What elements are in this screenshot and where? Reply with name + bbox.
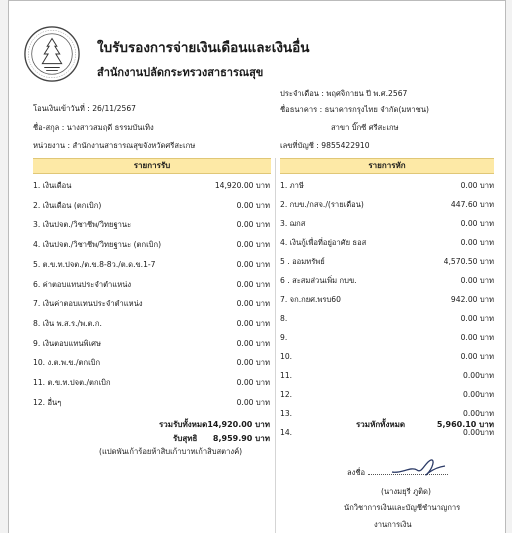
deduction-total: 5,960.10 บาท [436,420,494,429]
net-pay-words: (แปดพันเก้าร้อยห้าสิบเก้าบาทเก้าสิบสตางค์) [99,447,243,456]
signer-position: นักวิชาการเงินและบัญชีชำนาญการ [344,503,461,512]
income-item-label: 3. เงินปจต./วิชาชีพ/วิทยฐานะ [33,220,132,230]
income-header: รายการรับ [33,158,271,174]
deduction-item-amount: 0.00 บาท [460,333,494,342]
deduction-item-label: 10. [280,352,293,361]
income-item-amount: 0.00 บาท [236,279,270,289]
deduction-row [280,313,494,325]
income-row [33,298,270,310]
deduction-item-amount: 0.00 บาท [460,219,494,228]
deduction-row [280,294,494,306]
sign-label: ลงชื่อ [347,468,366,477]
agency: หน่วยงาน : สำนักงานสาธารณสุขจังหวัดศรีสะเกษ [33,141,196,150]
deduction-item-amount: 0.00บาท [463,428,494,437]
account-number: เลขที่บัญชี : 9855422910 [280,141,370,150]
income-item-label: 6. ค่าตอบแทนประจำตำแหน่ง [33,279,132,289]
signer-name: (นางมยุรี ภูติด) [381,487,431,496]
handwritten-signature [389,456,449,480]
deduction-item-label: 3. ฌกส [280,219,306,228]
deduction-item-label: 14. [280,428,293,437]
income-total-label: รวมรับทั้งหมด [159,420,208,429]
deduction-item-label: 12. [280,390,293,399]
net-pay-label: รับสุทธิ [173,434,198,443]
deduction-row [280,275,494,287]
income-row [33,357,270,369]
deduction-item-label: 1. ภาษี [280,181,304,190]
income-item-label: 1. เงินเดือน [33,181,72,190]
income-item-amount: 0.00 บาท [236,200,270,210]
office-name: สำนักงานปลัดกระทรวงสาธารณสุข [97,66,264,79]
signer-unit: งานการเงิน [374,520,412,529]
deduction-item-label: 13. [280,409,293,418]
deduction-total-label: รวมหักทั้งหมด [356,420,406,429]
income-item-amount: 0.00 บาท [236,299,270,309]
income-item-amount: 0.00 บาท [236,378,270,387]
income-item-label: 8. เงิน พ.ส.ร./พ.ต.ก. [33,318,102,328]
deduction-row [280,370,494,382]
deduction-item-amount: 0.00 บาท [460,276,494,285]
income-row [33,377,270,389]
deduction-item-label: 11. [280,371,293,380]
income-item-label: 12. อื่นๆ [33,397,62,407]
income-row [33,239,270,251]
deduction-item-amount: 0.00 บาท [460,352,494,361]
income-item-label: 10. ง.ต.พ.ข./ตกเบิก [33,358,101,368]
deduction-item-amount: 0.00บาท [463,371,494,380]
income-row [33,180,270,192]
document-page [8,0,506,533]
deduction-row [280,332,494,344]
income-row [33,397,270,409]
deduction-item-amount: 0.00 บาท [460,181,494,190]
ministry-seal-logo [23,25,81,83]
bank-branch: สาขา บิ๊กซี ศรีสะเกษ [331,123,399,132]
deduction-item-label: 4. เงินกู้เพื่อที่อยู่อาศัย ธอส [280,238,367,247]
column-divider [275,158,276,533]
income-item-amount: 0.00 บาท [236,240,270,250]
income-item-label: 2. เงินเดือน (ตกเบิก) [33,200,102,210]
income-item-amount: 0.00 บาท [236,358,270,368]
deduction-item-amount: 0.00 บาท [460,314,494,323]
deduction-row [280,218,494,230]
net-pay: 8,959.90 บาท [212,434,270,443]
income-item-amount: 0.00 บาท [236,338,270,348]
bank-name: ชื่อธนาคาร : ธนาคารกรุงไทย จำกัด(มหาชน) [280,105,429,114]
deduction-row [280,389,494,401]
income-item-label: 4. เงินปจต./วิชาชีพ/วิทยฐานะ (ตกเบิก) [33,240,162,250]
income-item-label: 11. ต.ข.ท.ปจต./ตกเบิก [33,378,111,387]
income-item-label: 5. ต.ข.ท.ปจต./ต.ข.8-8ว./ต.ด.ข.1-7 [33,259,156,269]
deduction-row [280,199,494,211]
income-item-amount: 0.00 บาท [236,318,270,328]
deduction-item-amount: 4,570.50 บาท [443,257,494,266]
deduction-item-label: 7. จก.กยศ.พรบ60 [280,295,341,304]
deduction-item-amount: 447.60 บาท [450,200,494,209]
pay-month: ประจำเดือน : พฤศจิกายน ปี พ.ศ.2567 [280,89,408,98]
income-row [33,338,270,350]
deduction-item-amount: 0.00บาท [463,390,494,399]
deduction-item-label: 8. [280,314,288,323]
deduction-header: รายการหัก [280,158,494,174]
deduction-item-amount: 942.00 บาท [450,295,494,304]
deduction-item-label: 9. [280,333,288,342]
deduction-row [280,237,494,249]
income-item-amount: 0.00 บาท [236,397,270,407]
transfer-date: โอนเงินเข้าวันที่ : 26/11/2567 [33,104,136,113]
deduction-item-amount: 0.00บาท [463,409,494,418]
income-row [33,219,270,231]
income-item-amount: 0.00 บาท [236,220,270,230]
income-row [33,318,270,330]
income-total: 14,920.00 บาท [207,420,270,429]
deduction-row [280,351,494,363]
deduction-item-label: 6 . สะสมส่วนเพิ่ม กบข. [280,276,357,285]
employee-name: ชื่อ-สกุล : นางสาวสมฤดี ธรรมบันเทิง [33,123,154,132]
document-title: ใบรับรองการจ่ายเงินเดือนและเงินอื่น [97,40,310,56]
deduction-row [280,180,494,192]
income-row [33,259,270,271]
income-row [33,279,270,291]
income-item-amount: 0.00 บาท [236,259,270,269]
deduction-item-label: 2. กบข./กสจ./(รายเดือน) [280,200,364,209]
income-item-label: 9. เงินตอบแทนพิเศษ [33,338,101,348]
deduction-item-label: 5 . ออมทรัพย์ [280,257,325,266]
deduction-row [280,256,494,268]
deduction-item-amount: 0.00 บาท [460,238,494,247]
income-row [33,200,270,212]
income-item-amount: 14,920.00 บาท [214,181,270,190]
income-item-label: 7. เงินค่าตอบแทนประจำตำแหน่ง [33,299,143,309]
